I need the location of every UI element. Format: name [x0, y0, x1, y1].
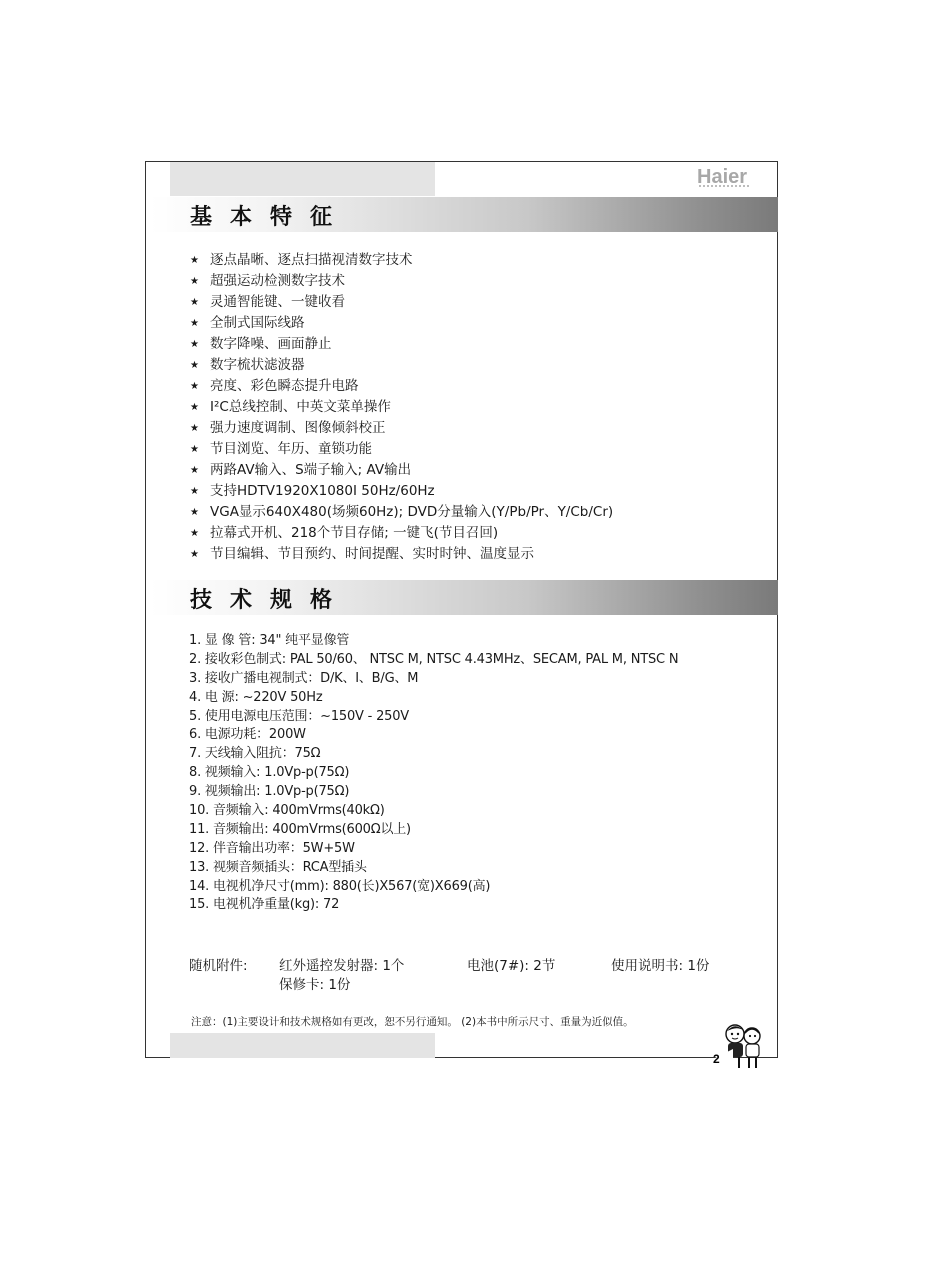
page-number: 2: [713, 1052, 720, 1066]
list-item: ★ 超强运动检测数字技术: [190, 271, 613, 292]
list-item: 6. 电源功耗：200W: [189, 727, 306, 743]
list-item: 4. 电 源: ~220V 50Hz: [189, 689, 323, 705]
star-icon: ★: [190, 297, 199, 308]
list-item: ★ I²C总线控制、中英文菜单操作: [190, 397, 613, 418]
list-item: 8. 视频输入: 1.0Vp-p(75Ω): [189, 765, 350, 781]
star-icon: ★: [190, 465, 199, 476]
star-icon: ★: [190, 402, 199, 413]
list-item: 3. 接收广播电视制式：D/K、I、B/G、M: [189, 670, 419, 686]
list-item: ★ 全制式国际线路: [190, 313, 613, 334]
star-icon: ★: [190, 486, 199, 497]
features-title: 基本特征: [190, 205, 351, 230]
footer-tab: [170, 1033, 435, 1058]
footnote: 注意：(1)主要设计和技术规格如有更改，恕不另行通知。 (2)本书中所示尺寸、重量为近似值。: [191, 1016, 634, 1028]
list-item: ★ 亮度、彩色瞬态提升电路: [190, 376, 613, 397]
list-item: ★ 数字梳状滤波器: [190, 355, 613, 376]
list-item: 10. 音频输入: 400mVrms(40kΩ): [189, 803, 385, 819]
list-item: ★ 灵通智能键、一键收看: [190, 292, 613, 313]
brand-logo: Haier: [697, 166, 748, 188]
list-item: 14. 电视机净尺寸(mm): 880(长)X567(宽)X669(高): [189, 878, 491, 894]
list-item: 15. 电视机净重量(kg): 72: [189, 897, 340, 913]
list-item: 11. 音频输出: 400mVrms(600Ω以上): [189, 821, 411, 837]
list-item: 2. 接收彩色制式: PAL 50/60、 NTSC M, NTSC 4.43MHz、SECAM, PAL M, NTSC N: [189, 651, 679, 667]
list-item: 1. 显 像 管: 34" 纯平显像管: [189, 633, 350, 648]
specs-title: 技术规格: [190, 588, 351, 613]
features-list: [190, 250, 613, 565]
star-icon: ★: [190, 339, 199, 350]
list-item: 5. 使用电源电压范围：~150V - 250V: [189, 708, 409, 724]
specs-list: [189, 632, 678, 915]
accessory-manual: 使用说明书: 1份: [611, 958, 710, 974]
list-item: 9. 视频输出: 1.0Vp-p(75Ω): [189, 784, 350, 800]
list-item: ★ 节目浏览、年历、童锁功能: [190, 439, 613, 460]
list-item: ★ 强力速度调制、图像倾斜校正: [190, 418, 613, 439]
accessories-label: 随机附件:: [189, 958, 248, 974]
star-icon: ★: [190, 360, 199, 371]
page-number-marker: [707, 1049, 733, 1075]
list-item: 7. 天线输入阻抗：75Ω: [189, 746, 321, 762]
list-item: ★ 拉幕式开机、218个节目存储; 一键飞(节目召回): [190, 523, 613, 544]
list-item: 13. 视频音频插头：RCA型插头: [189, 859, 367, 875]
list-item: ★ 节目编辑、节目预约、时间提醒、实时时钟、温度显示: [190, 544, 613, 565]
accessory-battery: 电池(7#): 2节: [467, 958, 556, 974]
brand-logo-underline: [699, 185, 749, 190]
list-item: ★ 逐点晶晰、逐点扫描视清数字技术: [190, 250, 613, 271]
star-icon: ★: [190, 318, 199, 329]
star-icon: ★: [190, 444, 199, 455]
star-icon: ★: [190, 507, 199, 518]
list-item: 12. 伴音输出功率：5W+5W: [189, 840, 355, 856]
star-icon: ★: [190, 276, 199, 287]
accessory-warranty: 保修卡: 1份: [279, 977, 351, 993]
star-icon: ★: [190, 255, 199, 266]
star-icon: ★: [190, 549, 199, 560]
list-item: ★ VGA显示640X480(场频60Hz); DVD分量输入(Y/Pb/Pr、Y/Cb/Cr): [190, 502, 613, 523]
list-item: ★ 两路AV输入、S端子输入; AV输出: [190, 460, 613, 481]
star-icon: ★: [190, 423, 199, 434]
star-icon: ★: [190, 528, 199, 539]
accessory-remote: 红外遥控发射器: 1个: [279, 958, 405, 974]
star-icon: ★: [190, 381, 199, 392]
list-item: ★ 支持HDTV1920X1080I 50Hz/60Hz: [190, 481, 613, 502]
header-tab: [170, 162, 435, 196]
list-item: ★ 数字降噪、画面静止: [190, 334, 613, 355]
